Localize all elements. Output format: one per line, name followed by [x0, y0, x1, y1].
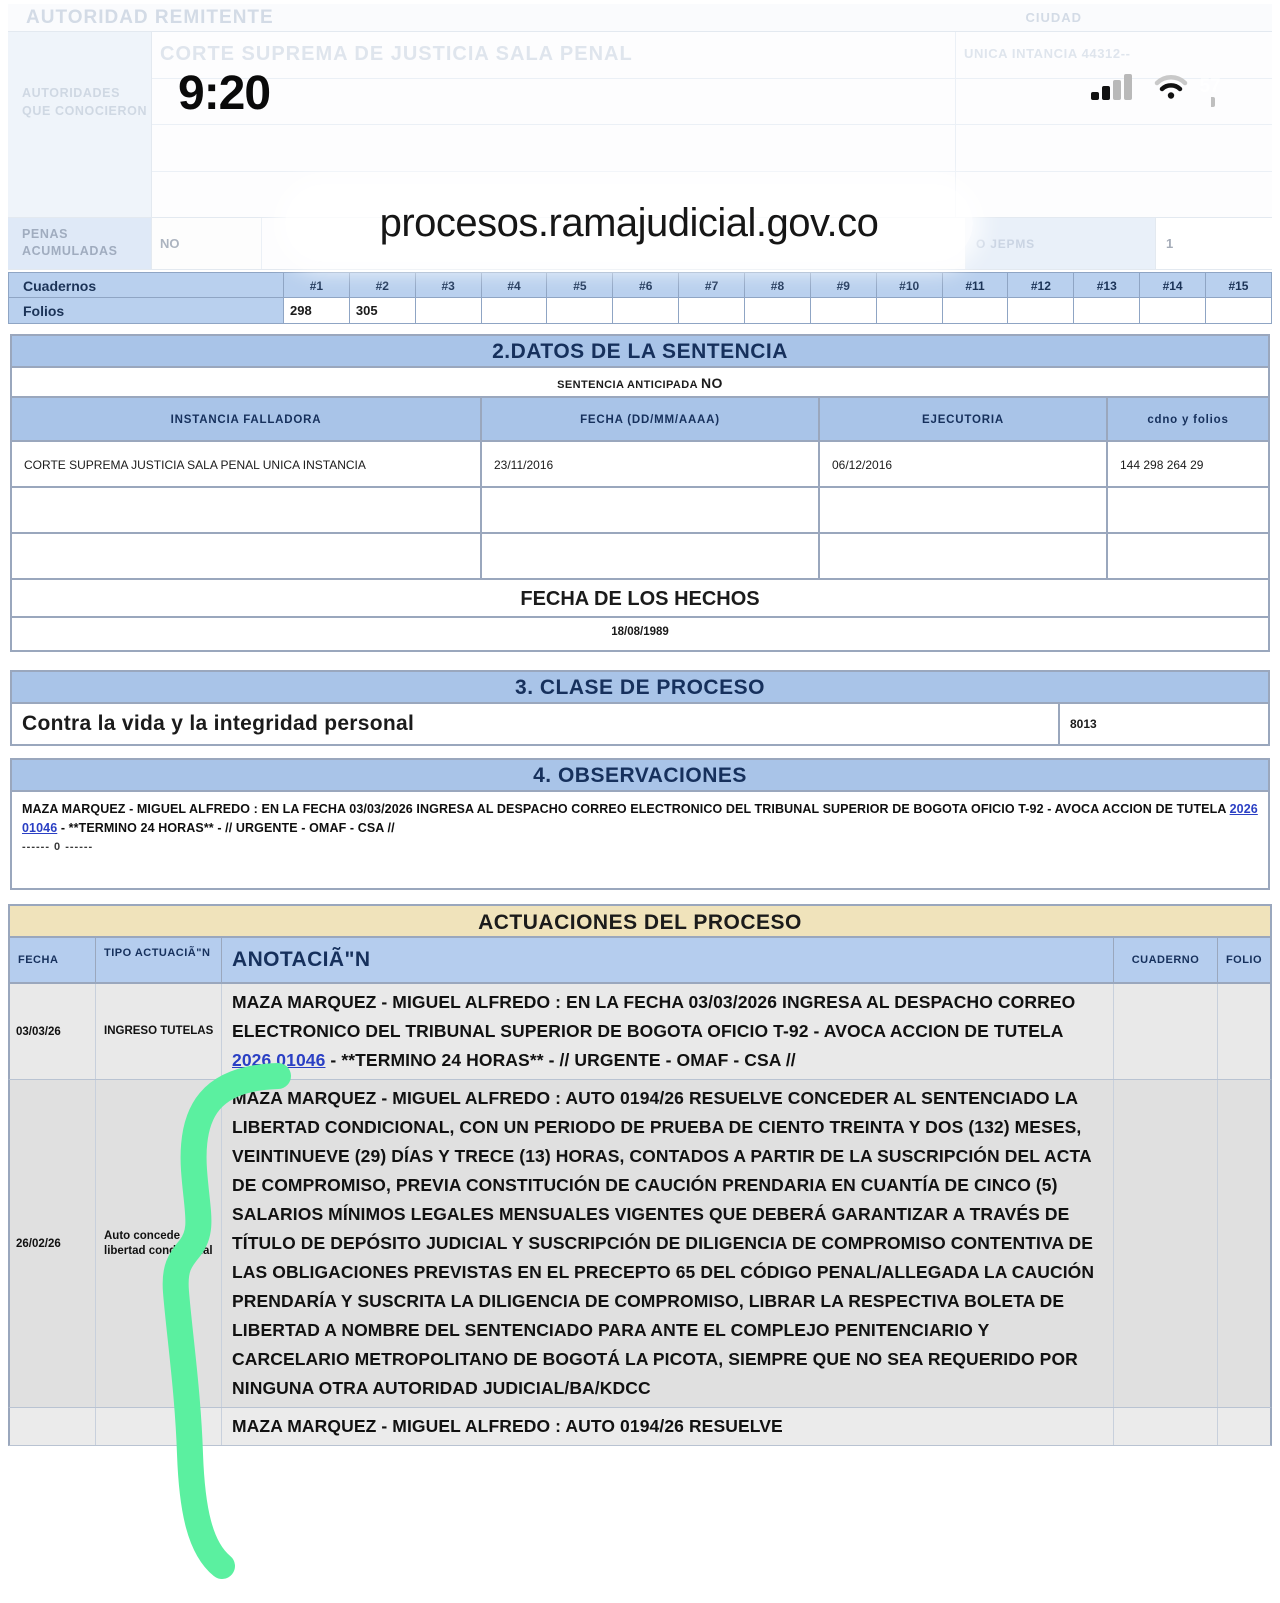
- authority-row-empty-2: [152, 125, 956, 171]
- cuaderno-col-14: #14: [1140, 272, 1206, 298]
- observaciones-section: [10, 758, 1270, 890]
- section-2-title: 2.DATOS DE LA SENTENCIA: [12, 336, 1268, 368]
- clase-proceso-value: Contra la vida y la integridad personal: [12, 704, 1060, 744]
- authority-side-empty-2: [956, 125, 1272, 171]
- actuaciones-section: [8, 904, 1272, 1446]
- authority-side-empty-3: [956, 172, 1272, 218]
- actuaciones-title: ACTUACIONES DEL PROCESO: [8, 904, 1272, 938]
- cuaderno-col-3: #3: [416, 272, 482, 298]
- cell-anotacion: MAZA MARQUEZ - MIGUEL ALFREDO : AUTO 0194/26 RESUELVE CONCEDER AL SENTENCIADO LA LIBERTAD CONDICIONAL, CON UN PERIODO DE PRUEBA DE CIENTO TREINTA Y DOS (132) MESES, VEINTINUEVE (29) DÍAS Y TRECE (13) HORAS, CONTADOS A PARTIR DE LA SUSCRIPCIÓN DEL ACTA DE COMPROMISO, PREVIA CONSTITUCIÓN DE CAUCIÓN PRENDARIA EN CUANTÍA DE CINCO (5) SALARIOS MÍNIMOS LEGALES MENSUALES VIGENTES QUE DEBERÁ GARANTIZAR A TRAVÉS DE TÍTULO DE DEPÓSITO JUDICIAL Y SUSCRIPCIÓN DE DILIGENCIA DE COMPROMISO CONTENTIVA DE LAS OBLIGACIONES PREVISTAS EN EL PRECEPTO 65 DEL CÓDIGO PENAL/ALLEGADA LA CAUCIÓN PRENDARÍA Y SUSCRITA LA DILIGENCIA DE COMPROMISO, LIBRAR LA RESPECTIVA BOLETA DE LIBERTAD A NOMBRE DEL SENTENCIADO PARA ANTE EL COMPLEJO PENITENCIARIO Y CARCELARIO METROPOLITANO DE BOGOTÁ LA PICOTA, SIEMPRE QUE NO SEA REQUERIDO POR NINGUNA OTRA AUTORIDAD JUDICIAL/BA/KDCC: [222, 1080, 1114, 1407]
- folio-val-3: [416, 298, 482, 324]
- table-row: [12, 534, 1268, 580]
- cuaderno-col-5: #5: [547, 272, 613, 298]
- folio-val-11: [943, 298, 1009, 324]
- folios-label: Folios: [8, 298, 284, 324]
- cuaderno-col-7: #7: [679, 272, 745, 298]
- table-row[interactable]: [8, 1408, 1272, 1446]
- cell-tipo: [96, 1408, 222, 1445]
- cell-cdno-folios: [1108, 534, 1268, 578]
- cell-ejecutoria: [820, 534, 1108, 578]
- clase-proceso-body: [12, 704, 1268, 744]
- cuadernos-header-row: [8, 272, 1272, 298]
- sentencia-anticipada-value: NO: [701, 375, 723, 391]
- observaciones-body: [12, 792, 1268, 888]
- folio-val-8: [745, 298, 811, 324]
- jepms-value: 1: [1156, 218, 1272, 269]
- cell-cdno-folios: 144 298 264 29: [1108, 442, 1268, 486]
- cell-fecha: 03/03/26: [10, 984, 96, 1079]
- folio-val-7: [679, 298, 745, 324]
- authority-row-empty-1: [152, 79, 956, 125]
- folio-val-12: [1008, 298, 1074, 324]
- cuaderno-col-15: #15: [1206, 272, 1272, 298]
- cell-tipo: Auto concede libertad condicional: [96, 1080, 222, 1407]
- anotacion-text-before: MAZA MARQUEZ - MIGUEL ALFREDO : EN LA FECHA 03/03/2026 INGRESA AL DESPACHO CORREO ELECTRONICO DEL TRIBUNAL SUPERIOR DE BOGOTA OFICIO T-92 - AVOCA ACCION DE TUTELA: [232, 992, 1076, 1041]
- cell-instancia: CORTE SUPREMA JUSTICIA SALA PENAL UNICA INSTANCIA: [12, 442, 482, 486]
- authority-name: CORTE SUPREMA DE JUSTICIA SALA PENAL: [152, 32, 956, 78]
- cuaderno-col-12: #12: [1008, 272, 1074, 298]
- cuadernos-table: [8, 272, 1272, 326]
- penas-value: NO: [152, 218, 262, 269]
- header-tipo-actuacion: TIPO ACTUACIÃ"N: [96, 938, 222, 982]
- clase-proceso-section: [10, 670, 1270, 746]
- cell-folio: [1218, 1080, 1270, 1407]
- authorities-label: AUTORIDADES QUE CONOCIERON: [8, 32, 152, 217]
- table-row[interactable]: [8, 1080, 1272, 1408]
- cell-ejecutoria: 06/12/2016: [820, 442, 1108, 486]
- cell-tipo: INGRESO TUTELAS: [96, 984, 222, 1079]
- cell-folio: [1218, 1408, 1270, 1445]
- jepms-label: O JEPMS: [966, 218, 1156, 269]
- table-row[interactable]: [8, 984, 1272, 1080]
- observaciones-text-after: - **TERMINO 24 HORAS** - // URGENTE - OMAF - CSA //: [57, 821, 395, 835]
- section-3-title: 3. CLASE DE PROCESO: [12, 672, 1268, 704]
- folio-val-4: [482, 298, 548, 324]
- cell-fecha: [482, 488, 820, 532]
- cell-anotacion: MAZA MARQUEZ - MIGUEL ALFREDO : AUTO 0194/26 RESUELVE: [222, 1408, 1114, 1445]
- cell-cuaderno: [1114, 1080, 1218, 1407]
- authority-side-empty-1: [956, 79, 1272, 125]
- tutela-link[interactable]: 2026 01046: [22, 802, 1258, 835]
- table-row: [12, 488, 1268, 534]
- fecha-hechos-value: 18/08/1989: [12, 618, 1268, 646]
- header-cuaderno: CUADERNO: [1114, 938, 1218, 982]
- url-text: procesos.ramajudicial.gov.co: [379, 200, 879, 245]
- sentencia-table-header: [12, 398, 1268, 442]
- clock: 9:20: [178, 67, 271, 120]
- cuaderno-col-11: #11: [943, 272, 1009, 298]
- cuaderno-col-2: #2: [350, 272, 416, 298]
- cuaderno-col-10: #10: [877, 272, 943, 298]
- cuaderno-col-1: #1: [284, 272, 350, 298]
- cell-cdno-folios: [1108, 488, 1268, 532]
- cuaderno-col-6: #6: [613, 272, 679, 298]
- fecha-hechos-title: FECHA DE LOS HECHOS: [12, 580, 1268, 618]
- sentencia-section: [10, 334, 1270, 652]
- section-4-title: 4. OBSERVACIONES: [12, 760, 1268, 792]
- observaciones-divider: ------ 0 ------: [22, 841, 94, 853]
- cell-fecha: 23/11/2016: [482, 442, 820, 486]
- cuadernos-label: Cuadernos: [8, 272, 284, 298]
- cell-cuaderno: [1114, 984, 1218, 1079]
- instance-note: UNICA INTANCIA 44312--: [964, 46, 1131, 61]
- folio-val-9: [811, 298, 877, 324]
- header-ejecutoria: EJECUTORIA: [820, 398, 1108, 440]
- cuaderno-col-8: #8: [745, 272, 811, 298]
- cuaderno-col-13: #13: [1074, 272, 1140, 298]
- folio-val-5: [547, 298, 613, 324]
- header-instancia-falladora: INSTANCIA FALLADORA: [12, 398, 482, 440]
- header-fecha: FECHA: [10, 938, 96, 982]
- tutela-link[interactable]: 2026 01046: [232, 1050, 326, 1070]
- cell-fecha: [10, 1408, 96, 1445]
- folio-val-1: 298: [284, 298, 350, 324]
- cell-anotacion: [222, 984, 1114, 1079]
- header-anotacion: ANOTACIÃ"N: [222, 938, 1114, 982]
- penas-label: PENAS ACUMULADAS: [8, 218, 152, 269]
- ciudad-label: CIUDAD: [1025, 10, 1082, 25]
- cell-folio: [1218, 984, 1270, 1079]
- observaciones-text-before: MAZA MARQUEZ - MIGUEL ALFREDO : EN LA FECHA 03/03/2026 INGRESA AL DESPACHO CORREO ELECTRONICO DEL TRIBUNAL SUPERIOR DE BOGOTA OFICIO T-92 - AVOCA ACCION DE TUTELA: [22, 802, 1230, 816]
- folio-val-13: [1074, 298, 1140, 324]
- cell-ejecutoria: [820, 488, 1108, 532]
- header-folio: FOLIO: [1218, 938, 1270, 982]
- cell-fecha: 26/02/26: [10, 1080, 96, 1407]
- table-row: [12, 442, 1268, 488]
- folios-row: [8, 298, 1272, 324]
- sentencia-anticipada-row: [12, 368, 1268, 398]
- cell-fecha: [482, 534, 820, 578]
- header-cdno-folios: cdno y folios: [1108, 398, 1268, 440]
- clase-proceso-code: 8013: [1060, 704, 1268, 744]
- folio-val-2: 305: [350, 298, 416, 324]
- folio-val-10: [877, 298, 943, 324]
- cuaderno-col-9: #9: [811, 272, 877, 298]
- cell-instancia: [12, 488, 482, 532]
- folio-val-6: [613, 298, 679, 324]
- section-1-title: [8, 4, 1272, 32]
- sentencia-anticipada-label: SENTENCIA ANTICIPADA: [557, 379, 698, 391]
- actuaciones-table-header: [8, 938, 1272, 984]
- folio-val-14: [1140, 298, 1206, 324]
- header-fecha: FECHA (DD/MM/AAAA): [482, 398, 820, 440]
- section-1-title-text: AUTORIDAD REMITENTE: [26, 7, 274, 28]
- anotacion-text-after: - **TERMINO 24 HORAS** - // URGENTE - OMAF - CSA //: [325, 1050, 796, 1070]
- cell-instancia: [12, 534, 482, 578]
- folio-val-15: [1206, 298, 1272, 324]
- url-bar[interactable]: [285, 184, 973, 262]
- cuaderno-col-4: #4: [482, 272, 548, 298]
- cell-cuaderno: [1114, 1408, 1218, 1445]
